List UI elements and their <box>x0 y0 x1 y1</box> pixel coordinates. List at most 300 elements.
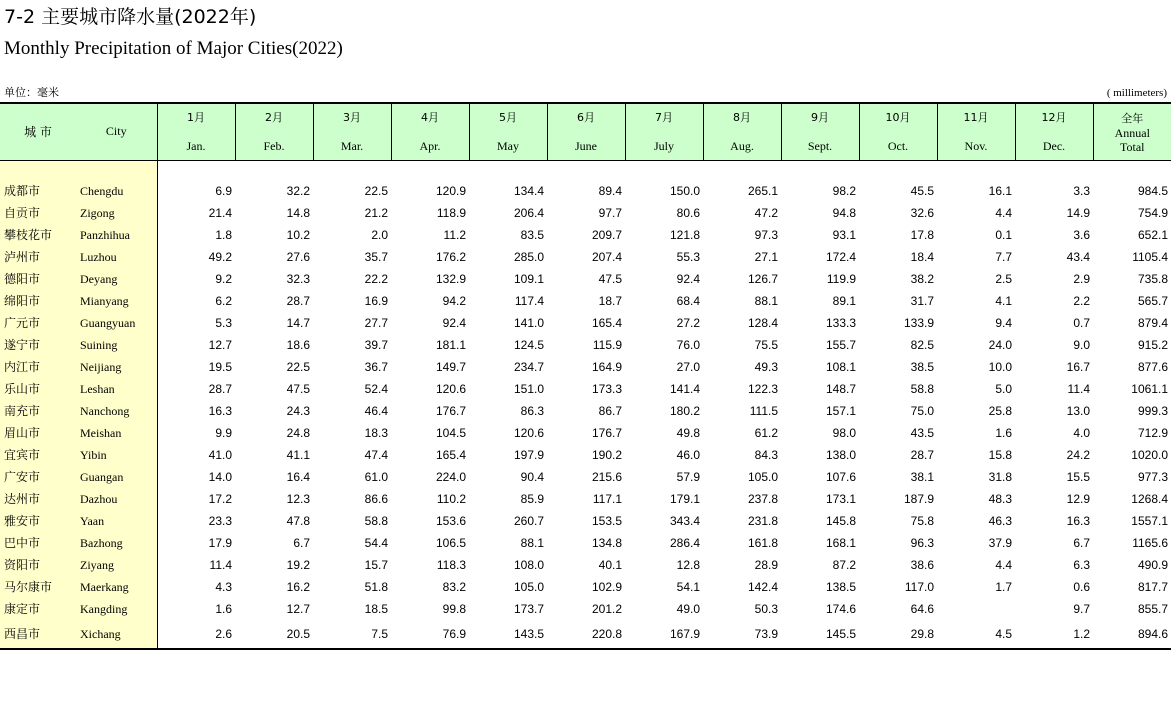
precipitation-cell: 36.7 <box>364 359 388 374</box>
header-month-may <box>469 103 547 160</box>
annual-total-cell: 977.3 <box>1137 469 1168 484</box>
precipitation-cell: 16.9 <box>364 293 388 308</box>
precipitation-cell: 97.7 <box>598 205 622 220</box>
precipitation-cell: 6.7 <box>1073 535 1090 550</box>
precipitation-cell: 19.2 <box>286 557 310 572</box>
precipitation-cell: 94.2 <box>442 293 466 308</box>
city-name-cn: 宜宾市 <box>0 444 76 466</box>
city-name-cn: 遂宁市 <box>0 334 76 356</box>
precipitation-cell: 75.8 <box>910 513 934 528</box>
page-title-en: Monthly Precipitation of Major Cities(2022) <box>4 38 343 59</box>
precipitation-cell: 143.5 <box>469 620 547 649</box>
table-row <box>0 444 1171 466</box>
precipitation-cell: 48.3 <box>988 491 1012 506</box>
precipitation-cell: 173.7 <box>513 601 544 616</box>
annual-total-cell: 879.4 <box>1137 315 1168 330</box>
precipitation-cell: 132.9 <box>435 271 466 286</box>
precipitation-cell: 285.0 <box>513 249 544 264</box>
precipitation-cell: 98.2 <box>832 183 856 198</box>
precipitation-cell: 142.4 <box>747 579 778 594</box>
city-name-en: Luzhou <box>76 246 157 268</box>
precipitation-cell: 35.7 <box>364 249 388 264</box>
precipitation-cell: 16.3 <box>1066 513 1090 528</box>
header-month-dec <box>1015 103 1093 160</box>
city-name-en: Zigong <box>76 202 157 224</box>
precipitation-cell: 86.7 <box>598 403 622 418</box>
precipitation-cell: 47.5 <box>598 271 622 286</box>
precipitation-cell: 117.1 <box>592 491 622 506</box>
precipitation-cell: 220.8 <box>547 620 625 649</box>
month-en: Nov. <box>964 138 988 153</box>
precipitation-cell: 64.6 <box>910 601 934 616</box>
precipitation-cell: 12.8 <box>676 557 700 572</box>
precipitation-cell: 27.7 <box>364 315 388 330</box>
precipitation-cell: 9.0 <box>1073 337 1090 352</box>
precipitation-cell: 49.8 <box>676 425 700 440</box>
annual-total-cell: 855.7 <box>1137 601 1168 616</box>
precipitation-cell: 28.7 <box>286 293 310 308</box>
city-name-en: Yaan <box>76 510 157 532</box>
month-cn: 4月 <box>421 110 439 124</box>
precipitation-cell: 22.2 <box>364 271 388 286</box>
month-en: Aug. <box>730 138 754 153</box>
city-name-en: Yibin <box>76 444 157 466</box>
precipitation-cell: 260.7 <box>513 513 544 528</box>
precipitation-cell: 12.3 <box>286 491 310 506</box>
month-en: June <box>575 138 597 153</box>
table-row <box>0 620 1171 649</box>
precipitation-cell: 2.2 <box>1073 293 1090 308</box>
precipitation-cell: 117.4 <box>514 293 544 308</box>
spacer-cell <box>157 160 1171 180</box>
precipitation-cell: 115.9 <box>592 337 622 352</box>
precipitation-cell <box>937 598 1015 620</box>
precipitation-cell: 88.1 <box>754 293 778 308</box>
city-name-cn: 资阳市 <box>0 554 76 576</box>
table-row <box>0 598 1171 620</box>
annual-total-cell: 1165.6 <box>1132 535 1168 550</box>
precipitation-cell: 12.7 <box>208 337 232 352</box>
precipitation-cell: 138.0 <box>825 447 856 462</box>
precipitation-cell: 206.4 <box>513 205 544 220</box>
city-name-en: Meishan <box>76 422 157 444</box>
precipitation-cell: 18.5 <box>364 601 388 616</box>
precipitation-cell: 14.8 <box>286 205 310 220</box>
month-cn: 3月 <box>343 110 361 124</box>
precipitation-cell: 24.0 <box>988 337 1012 352</box>
precipitation-cell: 54.4 <box>364 535 388 550</box>
table-row <box>0 466 1171 488</box>
precipitation-cell: 19.5 <box>208 359 232 374</box>
precipitation-cell: 24.8 <box>286 425 310 440</box>
precipitation-cell: 38.5 <box>910 359 934 374</box>
precipitation-cell: 17.9 <box>208 535 232 550</box>
spacer-cell <box>76 160 157 180</box>
precipitation-cell: 151.0 <box>513 381 544 396</box>
precipitation-cell: 6.9 <box>215 183 232 198</box>
annual-total-cell: 877.6 <box>1137 359 1168 374</box>
precipitation-cell: 47.4 <box>364 447 388 462</box>
precipitation-cell: 89.4 <box>598 183 622 198</box>
precipitation-cell: 43.4 <box>1066 249 1090 264</box>
city-name-en: Mianyang <box>76 290 157 312</box>
precipitation-cell: 41.0 <box>208 447 232 462</box>
precipitation-cell: 84.3 <box>754 447 778 462</box>
precipitation-cell: 157.1 <box>825 403 856 418</box>
precipitation-cell: 2.0 <box>371 227 388 242</box>
table-row <box>0 290 1171 312</box>
precipitation-cell: 111.5 <box>749 403 778 418</box>
city-name-cn: 德阳市 <box>0 268 76 290</box>
month-cn: 9月 <box>811 110 829 124</box>
precipitation-cell: 43.5 <box>910 425 934 440</box>
precipitation-cell: 106.5 <box>435 535 466 550</box>
precipitation-cell: 58.8 <box>910 381 934 396</box>
city-name-cn: 马尔康市 <box>0 576 76 598</box>
precipitation-cell: 120.9 <box>435 183 466 198</box>
precipitation-cell: 51.8 <box>364 579 388 594</box>
precipitation-cell: 98.0 <box>832 425 856 440</box>
table-row <box>0 356 1171 378</box>
month-cn: 6月 <box>577 110 595 124</box>
precipitation-cell: 187.9 <box>903 491 934 506</box>
precipitation-cell: 28.7 <box>910 447 934 462</box>
annual-total-cell: 1268.4 <box>1131 491 1168 506</box>
precipitation-cell: 4.4 <box>995 557 1012 572</box>
precipitation-cell: 94.8 <box>832 205 856 220</box>
city-name-en: Deyang <box>76 268 157 290</box>
precipitation-cell: 215.6 <box>591 469 622 484</box>
precipitation-cell: 32.3 <box>286 271 310 286</box>
precipitation-cell: 40.1 <box>598 557 622 572</box>
precipitation-cell: 102.9 <box>591 579 622 594</box>
city-name-en: Chengdu <box>76 180 157 202</box>
precipitation-cell: 16.1 <box>988 183 1012 198</box>
precipitation-cell: 92.4 <box>442 315 466 330</box>
precipitation-cell: 110.2 <box>436 491 466 506</box>
table-row <box>0 488 1171 510</box>
precipitation-cell: 12.9 <box>1066 491 1090 506</box>
precipitation-cell: 0.7 <box>1073 315 1090 330</box>
table-header-row <box>0 103 1171 160</box>
precipitation-cell: 179.1 <box>669 491 700 506</box>
precipitation-cell: 165.4 <box>591 315 622 330</box>
precipitation-cell: 3.3 <box>1073 183 1090 198</box>
month-en: Jan. <box>186 138 206 153</box>
precipitation-cell: 1.7 <box>995 579 1012 594</box>
city-name-cn: 绵阳市 <box>0 290 76 312</box>
precipitation-cell: 15.5 <box>1066 469 1090 484</box>
precipitation-cell: 128.4 <box>747 315 778 330</box>
precipitation-cell: 31.8 <box>988 469 1012 484</box>
precipitation-cell: 265.1 <box>747 183 778 198</box>
header-month-apr <box>391 103 469 160</box>
city-name-cn: 西昌市 <box>0 620 76 649</box>
precipitation-cell: 7.7 <box>995 249 1012 264</box>
precipitation-cell: 46.4 <box>364 403 388 418</box>
annual-total-cell: 984.5 <box>1137 183 1168 198</box>
precipitation-cell: 41.1 <box>286 447 310 462</box>
precipitation-cell: 32.2 <box>286 183 310 198</box>
precipitation-cell: 85.9 <box>520 491 544 506</box>
precipitation-cell: 6.7 <box>293 535 310 550</box>
precipitation-cell: 173.1 <box>825 491 856 506</box>
city-name-cn: 泸州市 <box>0 246 76 268</box>
precipitation-cell: 15.7 <box>364 557 388 572</box>
city-name-en: Neijiang <box>76 356 157 378</box>
precipitation-cell: 161.8 <box>747 535 778 550</box>
annual-total-cell: 1020.0 <box>1131 447 1168 462</box>
precipitation-cell: 141.0 <box>513 315 544 330</box>
month-cn: 5月 <box>499 110 517 124</box>
precipitation-cell: 141.4 <box>669 381 700 396</box>
precipitation-cell: 14.7 <box>286 315 310 330</box>
precipitation-cell: 90.4 <box>520 469 544 484</box>
precipitation-cell: 18.3 <box>364 425 388 440</box>
header-city-en: City <box>76 103 157 160</box>
city-name-cn: 康定市 <box>0 598 76 620</box>
precipitation-cell: 121.8 <box>669 227 700 242</box>
annual-total-cell: 1105.4 <box>1132 249 1168 264</box>
header-month-aug <box>703 103 781 160</box>
precipitation-cell: 15.8 <box>988 447 1012 462</box>
precipitation-cell: 138.5 <box>825 579 856 594</box>
precipitation-cell: 181.1 <box>435 337 466 352</box>
precipitation-cell: 2.5 <box>995 271 1012 286</box>
spacer-row <box>0 160 1171 180</box>
precipitation-cell: 57.9 <box>676 469 700 484</box>
precipitation-cell: 25.8 <box>988 403 1012 418</box>
city-name-en: Kangding <box>76 598 157 620</box>
city-name-cn: 达州市 <box>0 488 76 510</box>
precipitation-cell: 27.2 <box>676 315 700 330</box>
precipitation-cell: 38.6 <box>910 557 934 572</box>
precipitation-cell: 224.0 <box>435 469 466 484</box>
precipitation-cell: 38.1 <box>910 469 934 484</box>
precipitation-cell: 22.5 <box>364 183 388 198</box>
precipitation-cell: 21.2 <box>364 205 388 220</box>
table-row <box>0 246 1171 268</box>
precipitation-cell: 86.6 <box>364 491 388 506</box>
precipitation-cell: 93.1 <box>832 227 856 242</box>
precipitation-cell: 120.6 <box>513 425 544 440</box>
precipitation-cell: 73.9 <box>703 620 781 649</box>
precipitation-cell: 1.6 <box>215 601 232 616</box>
precipitation-cell: 3.6 <box>1073 227 1090 242</box>
precipitation-cell: 76.9 <box>391 620 469 649</box>
table-row <box>0 532 1171 554</box>
precipitation-cell: 0.1 <box>995 227 1012 242</box>
precipitation-cell: 4.0 <box>1073 425 1090 440</box>
city-name-cn: 雅安市 <box>0 510 76 532</box>
precipitation-cell: 37.9 <box>988 535 1012 550</box>
precipitation-cell: 21.4 <box>208 205 232 220</box>
precipitation-cell: 4.4 <box>995 205 1012 220</box>
precipitation-cell: 237.8 <box>747 491 778 506</box>
annual-total-cell: 712.9 <box>1137 425 1168 440</box>
precipitation-cell: 6.2 <box>215 293 232 308</box>
header-month-mar <box>313 103 391 160</box>
precipitation-cell: 75.5 <box>754 337 778 352</box>
precipitation-cell: 11.4 <box>209 557 232 572</box>
precipitation-cell: 80.6 <box>676 205 700 220</box>
precipitation-cell: 1.8 <box>215 227 232 242</box>
city-name-en: Xichang <box>76 620 157 649</box>
precipitation-cell: 92.4 <box>676 271 700 286</box>
precipitation-cell: 153.5 <box>591 513 622 528</box>
header-month-jun <box>547 103 625 160</box>
precipitation-cell: 68.4 <box>676 293 700 308</box>
precipitation-cell: 286.4 <box>669 535 700 550</box>
precipitation-cell: 155.7 <box>825 337 856 352</box>
precipitation-cell: 99.8 <box>442 601 466 616</box>
annual-total-cell: 565.7 <box>1137 293 1168 308</box>
header-month-nov <box>937 103 1015 160</box>
table-row <box>0 576 1171 598</box>
annual-total-cell: 894.6 <box>1093 620 1171 649</box>
precipitation-cell: 10.0 <box>988 359 1012 374</box>
precipitation-cell: 14.9 <box>1066 205 1090 220</box>
annual-total-cell: 490.9 <box>1137 557 1168 572</box>
precipitation-cell: 0.6 <box>1073 579 1090 594</box>
precipitation-cell: 9.2 <box>215 271 232 286</box>
unit-label-en: ( millimeters) <box>1106 87 1167 99</box>
precipitation-cell: 5.3 <box>215 315 232 330</box>
precipitation-cell: 76.0 <box>676 337 700 352</box>
precipitation-cell: 145.8 <box>825 513 856 528</box>
precipitation-cell: 145.5 <box>781 620 859 649</box>
month-en: Feb. <box>263 138 285 153</box>
header-city-cn: 城 市 <box>0 103 76 160</box>
city-name-cn: 成都市 <box>0 180 76 202</box>
city-name-cn: 南充市 <box>0 400 76 422</box>
precipitation-cell: 150.0 <box>669 183 700 198</box>
precipitation-cell: 20.5 <box>235 620 313 649</box>
precipitation-cell: 174.6 <box>825 601 856 616</box>
table-body <box>0 160 1171 649</box>
precipitation-cell: 2.6 <box>157 620 235 649</box>
spacer-cell <box>0 160 76 180</box>
precipitation-cell: 27.6 <box>286 249 310 264</box>
precipitation-cell: 46.3 <box>988 513 1012 528</box>
precipitation-cell: 38.2 <box>910 271 934 286</box>
month-cn: 8月 <box>733 110 751 124</box>
annual-total-cell: 915.2 <box>1137 337 1168 352</box>
annual-total-cell: 652.1 <box>1137 227 1168 242</box>
precipitation-cell: 197.9 <box>513 447 544 462</box>
precipitation-cell: 133.3 <box>825 315 856 330</box>
precipitation-cell: 32.6 <box>910 205 934 220</box>
precipitation-cell: 122.3 <box>747 381 778 396</box>
precipitation-cell: 54.1 <box>676 579 700 594</box>
precipitation-cell: 176.7 <box>435 403 466 418</box>
precipitation-cell: 47.8 <box>286 513 310 528</box>
precipitation-cell: 61.0 <box>364 469 388 484</box>
precipitation-cell: 207.4 <box>591 249 622 264</box>
precipitation-cell: 16.3 <box>208 403 232 418</box>
annual-total-cell: 1557.1 <box>1131 513 1168 528</box>
annual-total-cell: 999.3 <box>1137 403 1168 418</box>
precipitation-cell: 117.0 <box>904 579 934 594</box>
precipitation-cell: 4.5 <box>937 620 1015 649</box>
precipitation-cell: 61.2 <box>754 425 778 440</box>
table-row <box>0 400 1171 422</box>
city-name-cn: 广安市 <box>0 466 76 488</box>
city-name-en: Suining <box>76 334 157 356</box>
city-name-en: Guangan <box>76 466 157 488</box>
precipitation-cell: 105.0 <box>747 469 778 484</box>
precipitation-cell: 23.3 <box>208 513 232 528</box>
month-en: Sept. <box>807 138 833 153</box>
precipitation-cell: 172.4 <box>825 249 856 264</box>
precipitation-cell: 167.9 <box>625 620 703 649</box>
precipitation-cell: 124.5 <box>513 337 544 352</box>
precipitation-cell: 16.2 <box>286 579 310 594</box>
precipitation-cell: 22.5 <box>286 359 310 374</box>
precipitation-cell: 28.7 <box>208 381 232 396</box>
precipitation-cell: 9.7 <box>1073 601 1090 616</box>
table-row <box>0 510 1171 532</box>
city-name-en: Maerkang <box>76 576 157 598</box>
precipitation-cell: 6.3 <box>1073 557 1090 572</box>
precipitation-cell: 16.7 <box>1066 359 1090 374</box>
precipitation-cell: 180.2 <box>669 403 700 418</box>
month-en: May <box>497 138 519 153</box>
header-month-jul <box>625 103 703 160</box>
precipitation-cell: 12.7 <box>286 601 310 616</box>
precipitation-cell: 97.3 <box>754 227 778 242</box>
precipitation-cell: 109.1 <box>513 271 544 286</box>
table-row <box>0 268 1171 290</box>
month-cn: 11月 <box>963 110 989 124</box>
precipitation-cell: 9.9 <box>215 425 232 440</box>
precipitation-cell: 134.8 <box>591 535 622 550</box>
precipitation-cell: 201.2 <box>591 601 622 616</box>
precipitation-cell: 17.8 <box>910 227 934 242</box>
table-row <box>0 378 1171 400</box>
precipitation-cell: 209.7 <box>591 227 622 242</box>
precipitation-cell: 28.9 <box>754 557 778 572</box>
header-month-jan <box>157 103 235 160</box>
precipitation-cell: 47.5 <box>286 381 310 396</box>
precipitation-cell: 29.8 <box>859 620 937 649</box>
unit-label-cn: 单位：毫米 <box>4 86 59 99</box>
precipitation-cell: 107.6 <box>825 469 856 484</box>
city-name-cn: 乐山市 <box>0 378 76 400</box>
month-cn: 1月 <box>187 110 205 124</box>
precipitation-cell: 104.5 <box>435 425 466 440</box>
precipitation-cell: 18.4 <box>910 249 934 264</box>
city-name-cn: 巴中市 <box>0 532 76 554</box>
annual-total-cell: 1061.1 <box>1131 381 1168 396</box>
precipitation-cell: 58.8 <box>364 513 388 528</box>
precipitation-cell: 5.0 <box>995 381 1012 396</box>
city-name-en: Leshan <box>76 378 157 400</box>
precipitation-cell: 96.3 <box>910 535 934 550</box>
total-en-line1: Annual <box>1114 125 1150 140</box>
city-name-en: Ziyang <box>76 554 157 576</box>
precipitation-cell: 1.2 <box>1015 620 1093 649</box>
precipitation-cell: 11.4 <box>1067 381 1090 396</box>
precipitation-cell: 173.3 <box>591 381 622 396</box>
precipitation-cell: 39.7 <box>364 337 388 352</box>
precipitation-cell: 31.7 <box>910 293 934 308</box>
city-name-cn: 攀枝花市 <box>0 224 76 246</box>
city-name-cn: 眉山市 <box>0 422 76 444</box>
table-row <box>0 224 1171 246</box>
precipitation-cell: 9.4 <box>995 315 1012 330</box>
precipitation-cell: 4.1 <box>995 293 1012 308</box>
